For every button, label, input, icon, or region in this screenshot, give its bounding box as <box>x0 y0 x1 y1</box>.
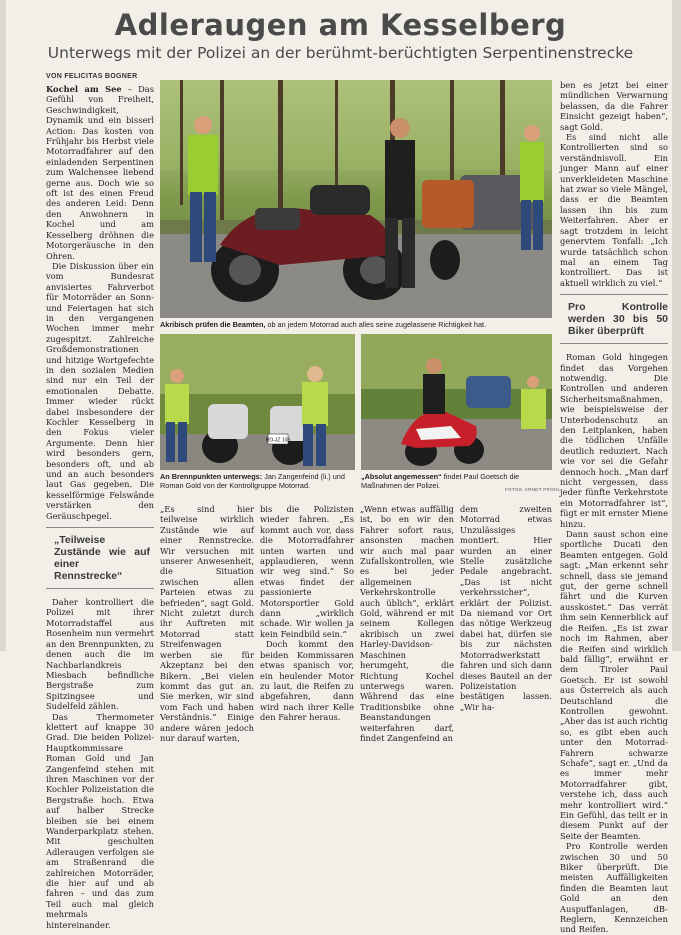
ducati-rider-image <box>361 334 552 470</box>
paragraph: bis die Polizisten wieder fahren. „Es kommt auch vor, dass die Motorradfahrer unten warten und applaudieren, wenn wir weg sind.“ So etwas findet der passionierte Motorsportler Gold dann „wirklich schade. Wir wollen ja kein Feindbild sein.“ <box>260 504 354 639</box>
byline: VON FELICITAS BOGNER <box>46 73 138 80</box>
ducati-photo <box>361 334 552 470</box>
paragraph: Es sind nicht alle Kontrollierten sind so verständnisvoll. Ein junger Mann auf einer unverkleideten Maschine hat zwar so viele Mängel, dass er die Beamten lassen ihn bis zum Weiterfahren. Aber er sagt trotzdem in leicht genervtem Tonfall: „Ich wurde tatsächlich schon mal an einem Tag kontrolliert. Das ist aktuell wirklich zu viel.“ <box>560 132 668 288</box>
page-right-edge <box>672 0 681 651</box>
main-photo <box>160 80 552 318</box>
dateline: Kochel am See <box>46 84 122 94</box>
officers-photo-caption: An Brennpunkten unterwegs: Jan Zangenfeind (li.) und Roman Gold von der Kontrollgruppe Motorrad. <box>160 472 345 490</box>
paragraph: Die Diskussion über ein vom Bundesrat anvisiertes Fahrverbot für Motorräder an Sonn- und Feiertagen hat sich in den vergangenen Wochen immer mehr zugespitzt. Zahlreiche Großdemonstrationen und hitzige Wortgefechte in den sozialen Medien sind nur ein Teil der emotionalen Debatte. Immer wieder rückt dabei insbesondere der Kochler Kesselberg in den Fokus vieler Argumente. Denn hier wird besonders gern, besonders oft, und ab und an auch besonders laut Gas gegeben. Die kesselförmige Felswände verstärken den Geräuschpegel. <box>46 260 154 521</box>
column-4 <box>360 504 454 743</box>
pull-quote: „Teilweise Zustände wie auf einer Rennstrecke“ <box>46 527 154 589</box>
column-5 <box>460 504 552 712</box>
column-3 <box>260 504 354 723</box>
paragraph: Kochel am See – Das Gefühl von Freiheit, Geschwindigkeit, Dynamik und ein bisserl Action: Das kosten von Frühjahr bis Herbst viele Motorradfahrer auf den einladenden Serpentinen zum Walchensee liebend gerne aus. Doch wie so oft ist des einen Freud des anderen Leid: Denn den Anwohnern in Kochel und am Kesselberg dröhnen die Motorgeräusche in den Ohren. <box>46 84 154 261</box>
paragraph: dem zweiten Motorrad etwas Unzulässiges montiert. Hier wurden an einer Stelle zusätzliche Pedale angebracht. „Das ist nicht verkehrssicher“, erklärt der Polizist. Da niemand vor Ort das nötige Werkzeug dabei hat, dürfen sie bis zur nächsten Motorradwerkstatt fahren und sich dann dieses Bauteil an der Polizeistation bestätigen lassen. „Wir ha- <box>460 504 552 712</box>
paragraph: Doch kommt den beiden Kommissaren etwas spanisch vor, ein heulender Motor zu laut, die Reifen zu abgefahren, dann wird nach ihrer Kelle den Fahrer heraus. <box>260 639 354 723</box>
paragraph: Das Thermometer klettert auf knappe 30 Grad. Die beiden Polizei-Hauptkommissare Roman Gold und Jan Zangenfeind stehen mit ihren Maschinen vor der Kochler Polizeistation die Bergstraße hoch. Etwa auf halber Strecke bleiben sie bei einem Wanderparkplatz stehen. Mit geschulten Adleraugen verfolgen sie am Straßenrand die zahlreichen Motorräder, die hier auf und ab fahren – und das zum Teil auch mal gleich mehrmals hintereinander. <box>46 711 154 930</box>
column-2 <box>160 504 254 743</box>
column-1 <box>46 84 154 930</box>
paragraph: „Es sind hier teilweise wirklich Zustände wie auf einer Rennstrecke. Wir versuchen mit unserer Anwesenheit, die Situation zwischen allen Parteien etwas zu befrieden“, sagt Gold. Nicht zuletzt durch ihr Auftreten mit Motorrad statt Streifenwagen werben sie für Akzeptanz bei den Bikern. „Bei vielen kommt das gut an. Sie merken, wir sind vom Fach und haben Verständnis.“ Einige andere wären jedoch nur darauf warten, <box>160 504 254 743</box>
column-6 <box>560 80 668 935</box>
paragraph: Daher kontrolliert die Polizei mit ihrer Motorradstaffel aus Rosenheim nun vermehrt an den Brennpunkten, zu denen auch die im Nachbarlandkreis Miesbach befindliche Bergstraße zum Spitzingsee und Sudelfeld zählen. <box>46 597 154 712</box>
paragraph: Dann saust schon eine sportliche Ducati den Beamten entgegen. Gold sagt: „Man erkennt sehr schnell, dass sie jemand gut, der gerne schnell fährt und die Kurven ausskostet.“ Das verrät ihm sein Kennerblick auf die Reifen. „Es ist zwar noch im Rahmen, aber die Reifen sind wirklich bald fällig“, erwähnt er dem Tiroler Paul Goetsch. Er ist sowohl aus Österreich als auch Deutschland die Kontrollen gewohnt. „Aber das ist auch richtig so, es gibt eben auch unter den Motorrad-Fahrern schwarze Schafe“, sagt er. „Und da es immer mehr Motorradfahrer gibt, verstehe ich, dass auch mehr kontrolliert wird.“ Ein Gefühl, das teilt er in diesem Punkt auf der Seite der Beamten. <box>560 529 668 841</box>
page-left-edge <box>0 0 6 651</box>
subheading-kicker: Pro Kontrolle werden 30 bis 50 Biker überprüft <box>560 294 668 344</box>
main-photo-caption: Akribisch prüfen die Beamten, ob an jedem Motorrad auch alles seine zugelassene Richtigkeit hat. <box>160 320 487 329</box>
paragraph: Roman Gold hingegen findet das Vorgehen notwendig. Die Kontrollen und anderen Sicherheitsmaßnahmen, wie beispielsweise der Unterbodenschutz an den Leitplanken, haben die tödlichen Unfälle deutlich reduziert. Nach wie vor sei die Gefahr dennoch hoch. „Man darf nicht vergessen, dass jeder fünfte Verkehrstote ein Motorradfahrer ist“, fügt er mit ernster Miene hinzu. <box>560 352 668 529</box>
license-plate: RO-JZ 103 <box>265 437 291 444</box>
paragraph: „Wenn etwas auffällig ist, bo en wir den Fahrer sofort raus, ansonsten machen wir auch mal paar Zufallskontrollen, wie es bei jeder allgemeinen Verkehrskontrolle auch üblich“, erklärt Gold, während er mit seinem Kollegen akribisch un zwei Harley-Davidson-Maschinen herumgeht, die Richtung Kochel unterwegs waren. Während das eine Traditionsbike ohne Beanstandungen weiterfahren darf, findet Zangenfeind an <box>360 504 454 743</box>
police-motorcycle-check-image <box>160 80 552 318</box>
officers-photo <box>160 334 355 470</box>
paragraph: ben es jetzt bei einer mündlichen Verwarnung belassen, da die Fahrer Einsicht gezeigt haben“, sagt Gold. <box>560 80 668 132</box>
two-officers-image <box>160 334 355 470</box>
ducati-photo-caption: „Absolut angemessen“ findet Paul Goetsch die Maßnahmen der Polizei. <box>361 472 520 490</box>
photo-credit: FOTOS: ARNDT PRÖHL <box>505 487 561 492</box>
subheadline: Unterwegs mit der Polizei an der berühmt-berüchtigten Serpentinenstrecke <box>47 44 634 62</box>
paragraph: Pro Kontrolle werden zwischen 30 und 50 Biker überprüft. Die meisten Auffälligkeiten finden die Beamten laut Gold an den Auspuffanlagen, dB-Reglern, Kennzeichen und Reifen. <box>560 841 668 935</box>
headline: Adleraugen am Kesselberg <box>114 8 567 42</box>
